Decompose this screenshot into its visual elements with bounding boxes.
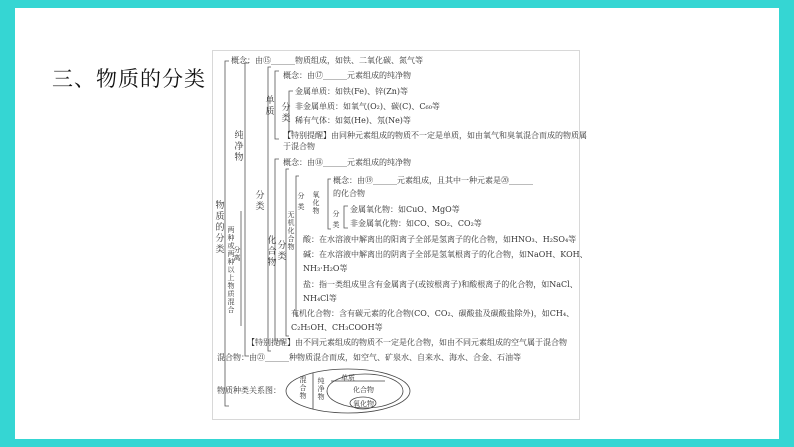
nonmetal-element-line: 非金属单质：如氧气(O₂)、碳(C)、C₆₀等 xyxy=(295,102,440,111)
salt-line-a: 盐：指一类组成里含有金属离子(或铵根离子)和酸根离子的化合物，如NaCl、 xyxy=(303,280,578,289)
inorganic-label: 无机化合物 xyxy=(287,211,295,251)
oxide-concept-line-b: 的化合物 xyxy=(333,189,365,198)
compound-classify: 分类 xyxy=(277,241,287,262)
root-label: 物质的分类 xyxy=(215,201,225,255)
organic-line-a: 有机化合物：含有碳元素的化合物(CO、CO₂、碳酸盐及碳酸盐除外)，如CH₄、 xyxy=(291,309,575,318)
noble-gas-line: 稀有气体：如氦(He)、氖(Ne)等 xyxy=(295,116,411,125)
slide-title: 三、物质的分类 xyxy=(52,67,206,91)
venn-mixture-label: 混合物 xyxy=(299,376,307,400)
tip2-line: 【特别提醒】由不同元素组成的物质不一定是化合物，如由不同元素组成的空气属于混合物 xyxy=(247,338,567,347)
metal-oxide-line: 金属氧化物：如CuO、MgO等 xyxy=(350,205,460,214)
venn-pure-label: 纯净物 xyxy=(317,377,325,401)
acid-line: 酸：在水溶液中解离出的阳离子全部是氢离子的化合物，如HNO₃、H₂SO₄等 xyxy=(303,235,577,244)
base-line-b: NH₃·H₂O等 xyxy=(303,264,348,273)
nonmetal-oxide-line: 非金属氧化物：如CO、SO₂、CO₂等 xyxy=(350,219,482,228)
element-label: 单质 xyxy=(265,96,275,117)
salt-line-b: NH₄Cl等 xyxy=(303,294,337,303)
oxide-label: 氧化物 xyxy=(312,191,320,215)
mixture-line: 混合物：由㉑______种物质混合而成，如空气、矿泉水、自来水、海水、合金、石油等 xyxy=(217,353,521,362)
classification-figure xyxy=(212,50,588,420)
classify-label: 分类 xyxy=(255,191,265,212)
tip1-line-b: 于混合物 xyxy=(283,142,315,151)
venn-element-label: 单质 xyxy=(341,374,355,382)
element-classify: 分类 xyxy=(281,103,291,124)
pure-label: 纯净物 xyxy=(234,131,244,163)
element-concept-line: 概念：由⑰______元素组成的纯净物 xyxy=(283,71,411,80)
tip1-line-a xyxy=(283,130,587,141)
venn-compound-label: 化合物 xyxy=(353,386,374,394)
tip1-text-a: 【特别提醒】由同种元素组成的物质不一定是单质，如由氧气和臭氧混合而成的物质属 xyxy=(283,131,587,140)
metal-element-line: 金属单质：如铁(Fe)、锌(Zn)等 xyxy=(295,87,409,96)
venn-oxide-label: 氧化物 xyxy=(353,400,374,408)
divider-label: 分离 xyxy=(233,246,241,262)
organic-line-b: C₂H₅OH、CH₃COOH等 xyxy=(291,323,383,332)
inorganic-classify: 分类 xyxy=(297,192,305,211)
relation-label: 物质种类关系图： xyxy=(217,386,281,395)
compound-label: 化合物 xyxy=(267,236,277,268)
concept-line: 概念：由⑮______物质组成，如铁、二氧化碳、氮气等 xyxy=(231,56,423,65)
base-line-a: 碱：在水溶液中解离出的阴离子全部是氢氧根离子的化合物，如NaOH、KOH、 xyxy=(303,250,588,259)
bracket-label: 两种或两种以上物质混合 xyxy=(227,226,235,314)
oxide-concept-line-a: 概念：由⑲______元素组成，且其中一种元素是⑳______ xyxy=(333,176,533,185)
oxide-classify: 分类 xyxy=(332,210,340,229)
compound-concept-line: 概念：由⑱______元素组成的纯净物 xyxy=(283,158,411,167)
